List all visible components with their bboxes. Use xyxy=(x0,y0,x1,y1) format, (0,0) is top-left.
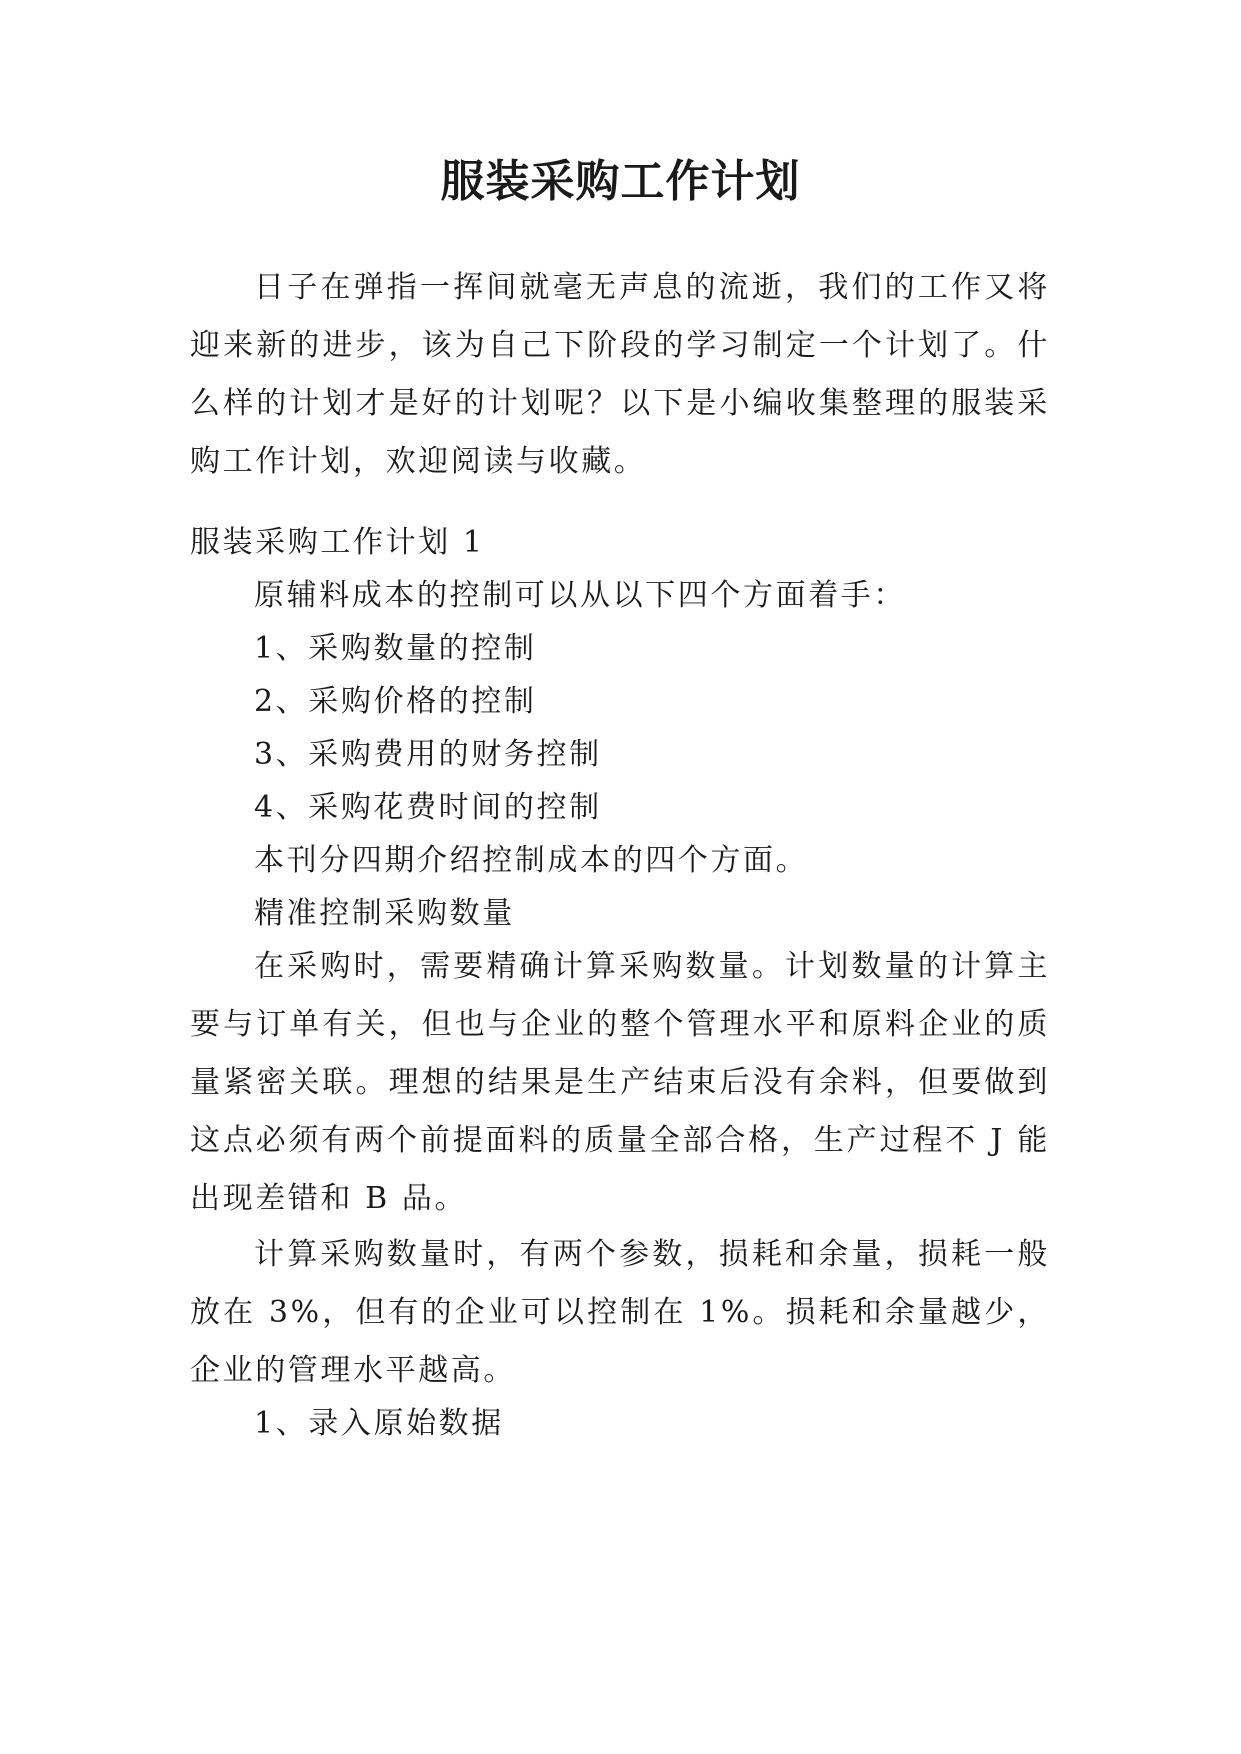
list-item: 2、采购价格的控制 xyxy=(254,684,537,719)
document-title: 服装采购工作计划 xyxy=(440,156,801,207)
lead-paragraph: 原辅料成本的控制可以从以下四个方面着手： xyxy=(254,578,906,613)
intro-paragraph: 日子在弹指一挥间就毫无声息的流逝，我们的工作又将迎来新的进步，该为自己下阶段的学习制定一个计划了。什么样的计划才是好的计划呢？以下是小编收集整理的服装采购工作计划，欢迎阅读与收藏。 xyxy=(190,270,1050,479)
list-item: 3、采购费用的财务控制 xyxy=(254,737,602,772)
step-item: 1、录入原始数据 xyxy=(254,1406,504,1441)
body-paragraph: 在采购时，需要精确计算采购数量。计划数量的计算主要与订单有关，但也与企业的整个管理水平和原料企业的质量紧密关联。理想的结果是生产结束后没有余料，但要做到这点必须有两个前提面料的质量全部合格，生产过程不 J 能出现差错和 B 品。 xyxy=(190,949,1050,1216)
body-paragraph: 计算采购数量时，有两个参数，损耗和余量，损耗一般放在 3%，但有的企业可以控制在 1%。损耗和余量越少，企业的管理水平越高。 xyxy=(190,1237,1050,1388)
list-item: 4、采购花费时间的控制 xyxy=(254,790,602,825)
note-paragraph: 本刊分四期介绍控制成本的四个方面。 xyxy=(254,843,809,878)
list-item: 1、采购数量的控制 xyxy=(254,631,537,666)
subheading: 精准控制采购数量 xyxy=(254,896,515,931)
section-heading: 服装采购工作计划 1 xyxy=(190,525,485,560)
